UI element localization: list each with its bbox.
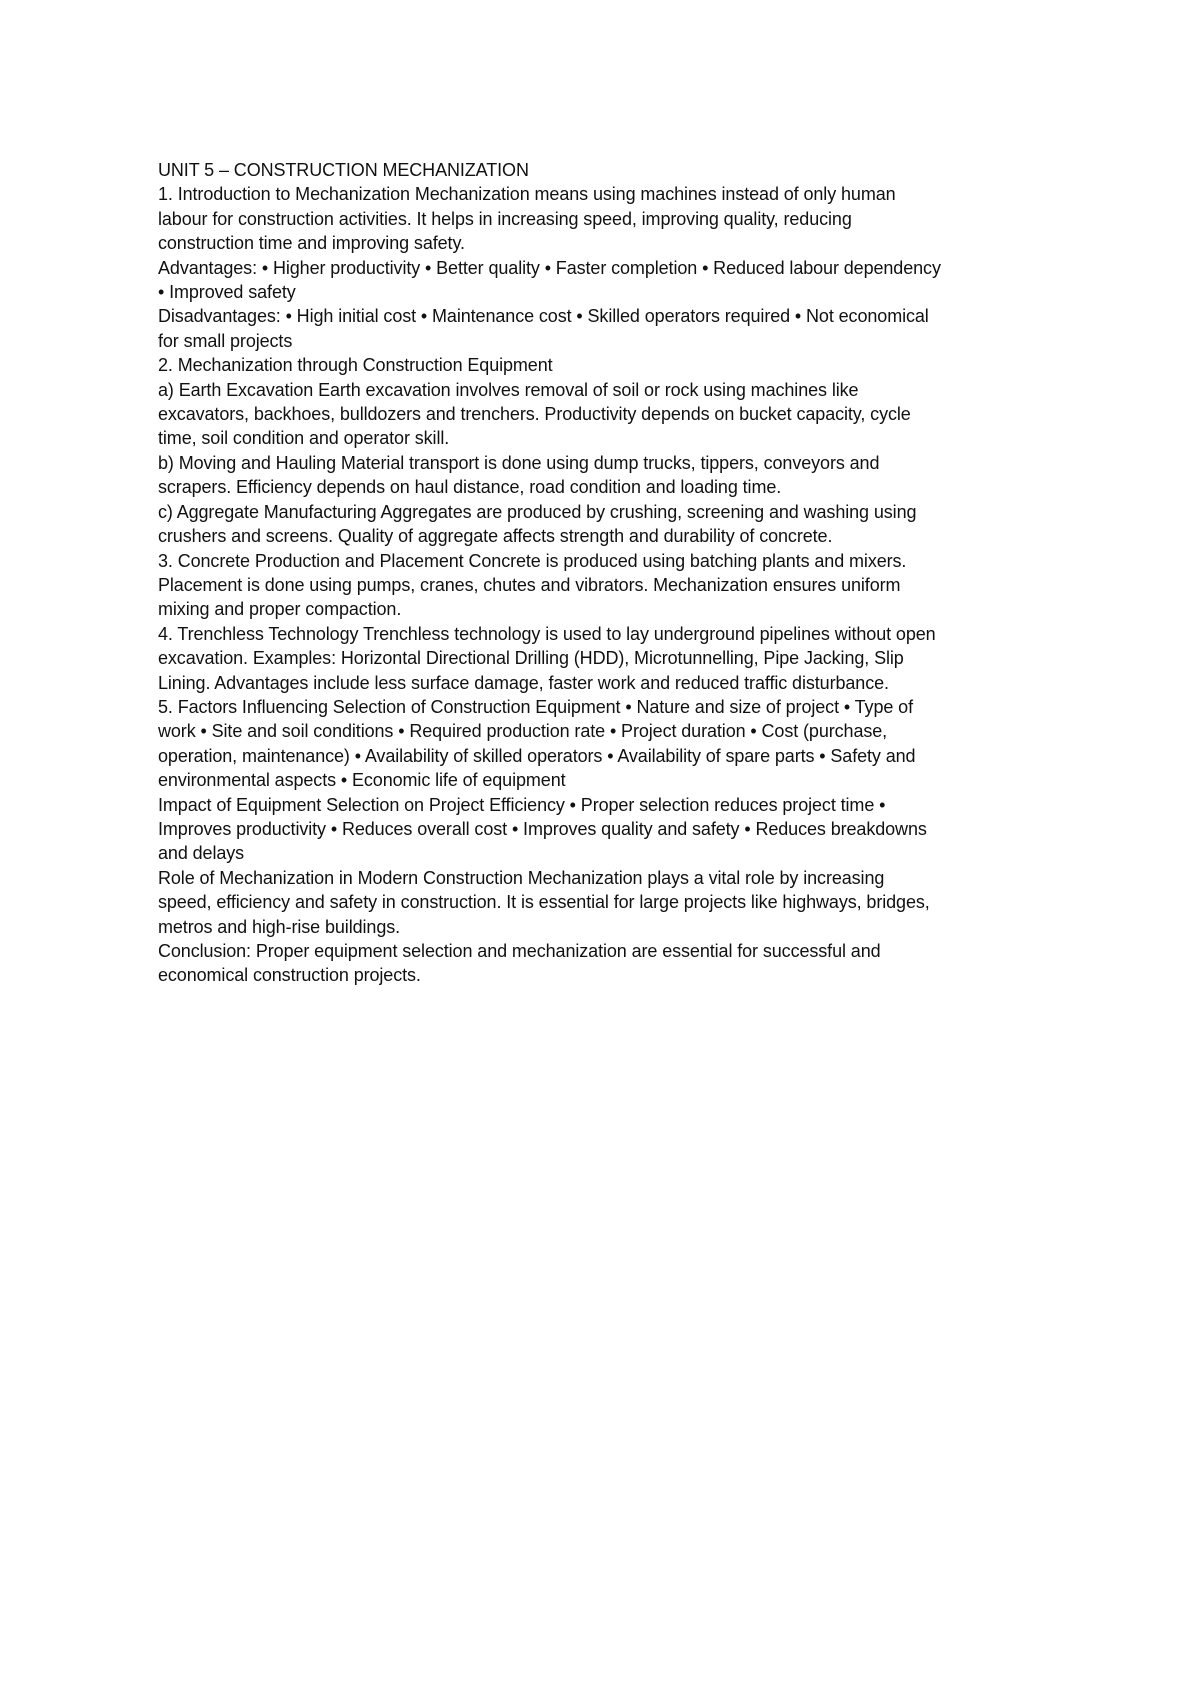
text-line: excavators, backhoes, bulldozers and trenchers. Productivity depends on bucket capacity, cycle [158,404,911,425]
section-introduction [158,182,1058,255]
advantages-list [158,256,1058,305]
text-line: environmental aspects • Economic life of equipment [158,770,566,791]
text-line: Disadvantages: • High initial cost • Maintenance cost • Skilled operators required • Not economical [158,306,929,327]
text-line: • Improved safety [158,282,296,303]
text-line: mixing and proper compaction. [158,599,402,620]
text-line: speed, efficiency and safety in construction. It is essential for large projects like highways, bridges, [158,892,930,913]
text-line: Role of Mechanization in Modern Construction Mechanization plays a vital role by increasing [158,867,885,888]
text-line: work • Site and soil conditions • Required production rate • Project duration • Cost (purchase, [158,721,888,742]
disadvantages-list [158,304,1058,353]
text-line: 2. Mechanization through Construction Equipment [158,355,553,376]
text-line: labour for construction activities. It helps in increasing speed, improving quality, reducing [158,208,852,229]
text-line: time, soil condition and operator skill. [158,428,450,449]
text-line: 5. Factors Influencing Selection of Construction Equipment • Nature and size of project • Type of [158,696,913,717]
subsection-aggregate-manufacturing [158,500,1058,549]
text-line: Placement is done using pumps, cranes, chutes and vibrators. Mechanization ensures uniform [158,574,901,595]
subsection-moving-hauling [158,451,1058,500]
unit-title [158,158,1058,182]
text-line: crushers and screens. Quality of aggregate affects strength and durability of concrete. [158,526,833,547]
section-concrete-production [158,549,1058,622]
subsection-earth-excavation [158,378,1058,451]
section-selection-factors [158,695,1058,793]
text-line: Improves productivity • Reduces overall cost • Improves quality and safety • Reduces breakdowns [158,818,927,839]
section-impact-of-selection [158,793,1058,866]
text-line: operation, maintenance) • Availability of skilled operators • Availability of spare parts • Safety and [158,745,916,766]
text-line: UNIT 5 – CONSTRUCTION MECHANIZATION [158,160,529,180]
text-line: for small projects [158,330,293,351]
text-line: excavation. Examples: Horizontal Directional Drilling (HDD), Microtunnelling, Pipe Jacking, Slip [158,648,904,669]
text-line: Lining. Advantages include less surface damage, faster work and reduced traffic disturbance. [158,672,889,693]
section-heading-equipment [158,353,1058,377]
text-line: 3. Concrete Production and Placement Concrete is produced using batching plants and mixers. [158,550,907,571]
text-line: scrapers. Efficiency depends on haul distance, road condition and loading time. [158,477,782,498]
text-line: Impact of Equipment Selection on Project Efficiency • Proper selection reduces project time • [158,794,886,815]
text-line: and delays [158,843,245,864]
conclusion [158,939,1058,988]
text-line: b) Moving and Hauling Material transport is done using dump trucks, tippers, conveyors and [158,452,880,473]
text-line: 1. Introduction to Mechanization Mechanization means using machines instead of only human [158,184,896,205]
text-line: a) Earth Excavation Earth excavation involves removal of soil or rock using machines like [158,379,859,400]
text-line: Advantages: • Higher productivity • Better quality • Faster completion • Reduced labour dependency [158,257,941,278]
section-trenchless-technology [158,622,1058,695]
text-line: metros and high-rise buildings. [158,916,401,937]
document-body [158,158,1058,988]
text-line: 4. Trenchless Technology Trenchless technology is used to lay underground pipelines without open [158,623,936,644]
text-line: economical construction projects. [158,965,421,986]
section-role-of-mechanization [158,866,1058,939]
text-line: construction time and improving safety. [158,233,465,254]
text-line: Conclusion: Proper equipment selection and mechanization are essential for successful and [158,941,881,961]
text-line: c) Aggregate Manufacturing Aggregates are produced by crushing, screening and washing using [158,501,917,522]
